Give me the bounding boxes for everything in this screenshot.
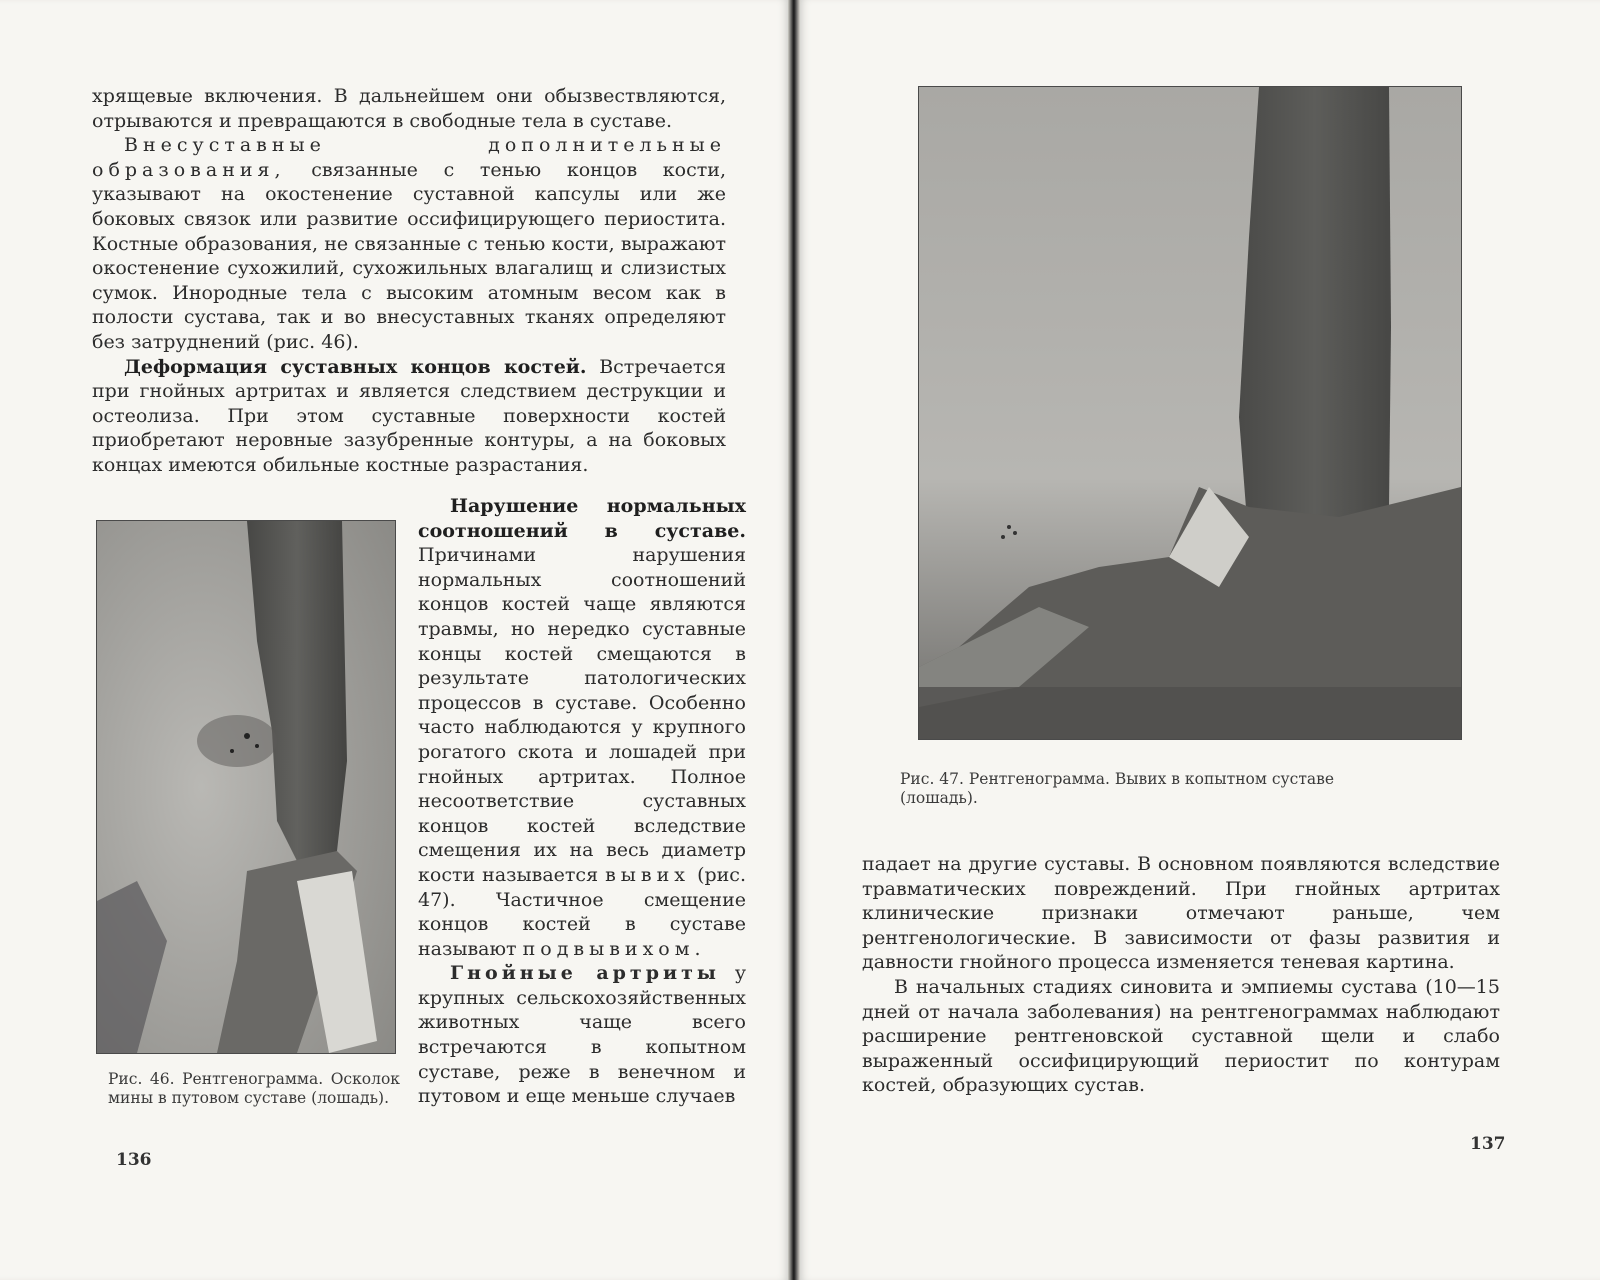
xray-figure-46 [96,520,396,1054]
xray-image-47 [919,87,1461,739]
left-page-right-column [418,494,746,1109]
joint-disorder-text-1: Причинами нарушения нормальных соотношений концов костей чаще являются травмы, но нередко суставные концы костей смещаются в результате патологических процессов в суставе. Особенно часто наблюдаются у крупного рогатого скота и лошадей при гнойных артритах. Полное несоответствие суставных концов костей вследствие смещения их на весь диаметр кости называется [418,544,746,886]
right-paragraph-1: падает на другие суставы. В основном появляются вследствие травматических повреждений. При гнойных артритах клинические признаки отмечают раньше, чем рентгенологические. В зависимости от фазы развития и давности гнойного процесса изменяется теневая картина. [862,853,1500,974]
figure-47-caption: Рис. 47. Рентгенограмма. Вывих в копытном суставе (лошадь). [900,770,1335,807]
extra-formations-paragraph [92,133,726,354]
left-page [0,0,788,1280]
purulent-arthritis-paragraph [418,961,746,1109]
term-dislocation: вывих [605,863,691,886]
page-number-left: 136 [116,1150,152,1170]
deformation-text: Встречается при гнойных артритах и является следствием деструкции и остеолиза. При этом суставные поверхности костей приобретают неровные зазубренные контуры, а на боковых концах имеются обильные костные разрастания. [92,355,726,476]
deformation-paragraph [92,355,726,478]
xray-figure-47 [918,86,1462,740]
page-number-right: 137 [1470,1134,1506,1154]
intro-paragraph: хрящевые включения. В дальнейшем они обызвествляются, отрываются и превращаются в свободные тела в суставе. [92,85,726,132]
right-page-text [862,852,1500,1098]
joint-disorder-text-2: (рис. 47). Частичное смещение концов костей в суставе называют [418,863,746,960]
term-subluxation: подвывихом [522,937,695,960]
xray-image-46 [97,521,395,1053]
book-gutter [788,0,800,1280]
figure-46-caption: Рис. 46. Рентгенограмма. Осколок мины в путовом суставе (лошадь). [108,1070,400,1107]
purulent-arthritis-text: у крупных сельскохозяйственных животных чаще всего встречаются в копытном суставе, реже в венечном и путовом и еще меньше случаев [418,962,746,1108]
purulent-arthritis-heading: Гнойные артриты [450,962,720,985]
left-page-text [92,84,726,478]
right-paragraph-2: В начальных стадиях синовита и эмпиемы сустава (10—15 дней от начала заболевания) на рентгенограммах наблюдают расширение рентгеновской суставной щели и слабо выраженный оссифицирующий периостит по контурам костей, образующих сустав. [862,975,1500,1097]
extra-formations-heading: Внесуставные дополнительные образования, [92,134,726,181]
joint-disorder-paragraph [418,494,746,961]
joint-disorder-heading: Нарушение нормальных соотношений в суставе. [418,495,746,542]
joint-disorder-end: . [694,937,701,960]
extra-formations-text: связанные с тенью концов кости, указывают на окостенение суставной капсулы или же боковых связок или развитие оссифицирующего периостита. Костные образования, не связанные с тенью кости, выражают окостенение сухожилий, сухожильных влагалищ и слизистых сумок. Инородные тела с высоким атомным весом как в полости сустава, так и во внесуставных тканях определяют без затруднений (рис. 46). [92,158,726,353]
deformation-heading: Деформация суставных концов костей. [124,355,587,378]
